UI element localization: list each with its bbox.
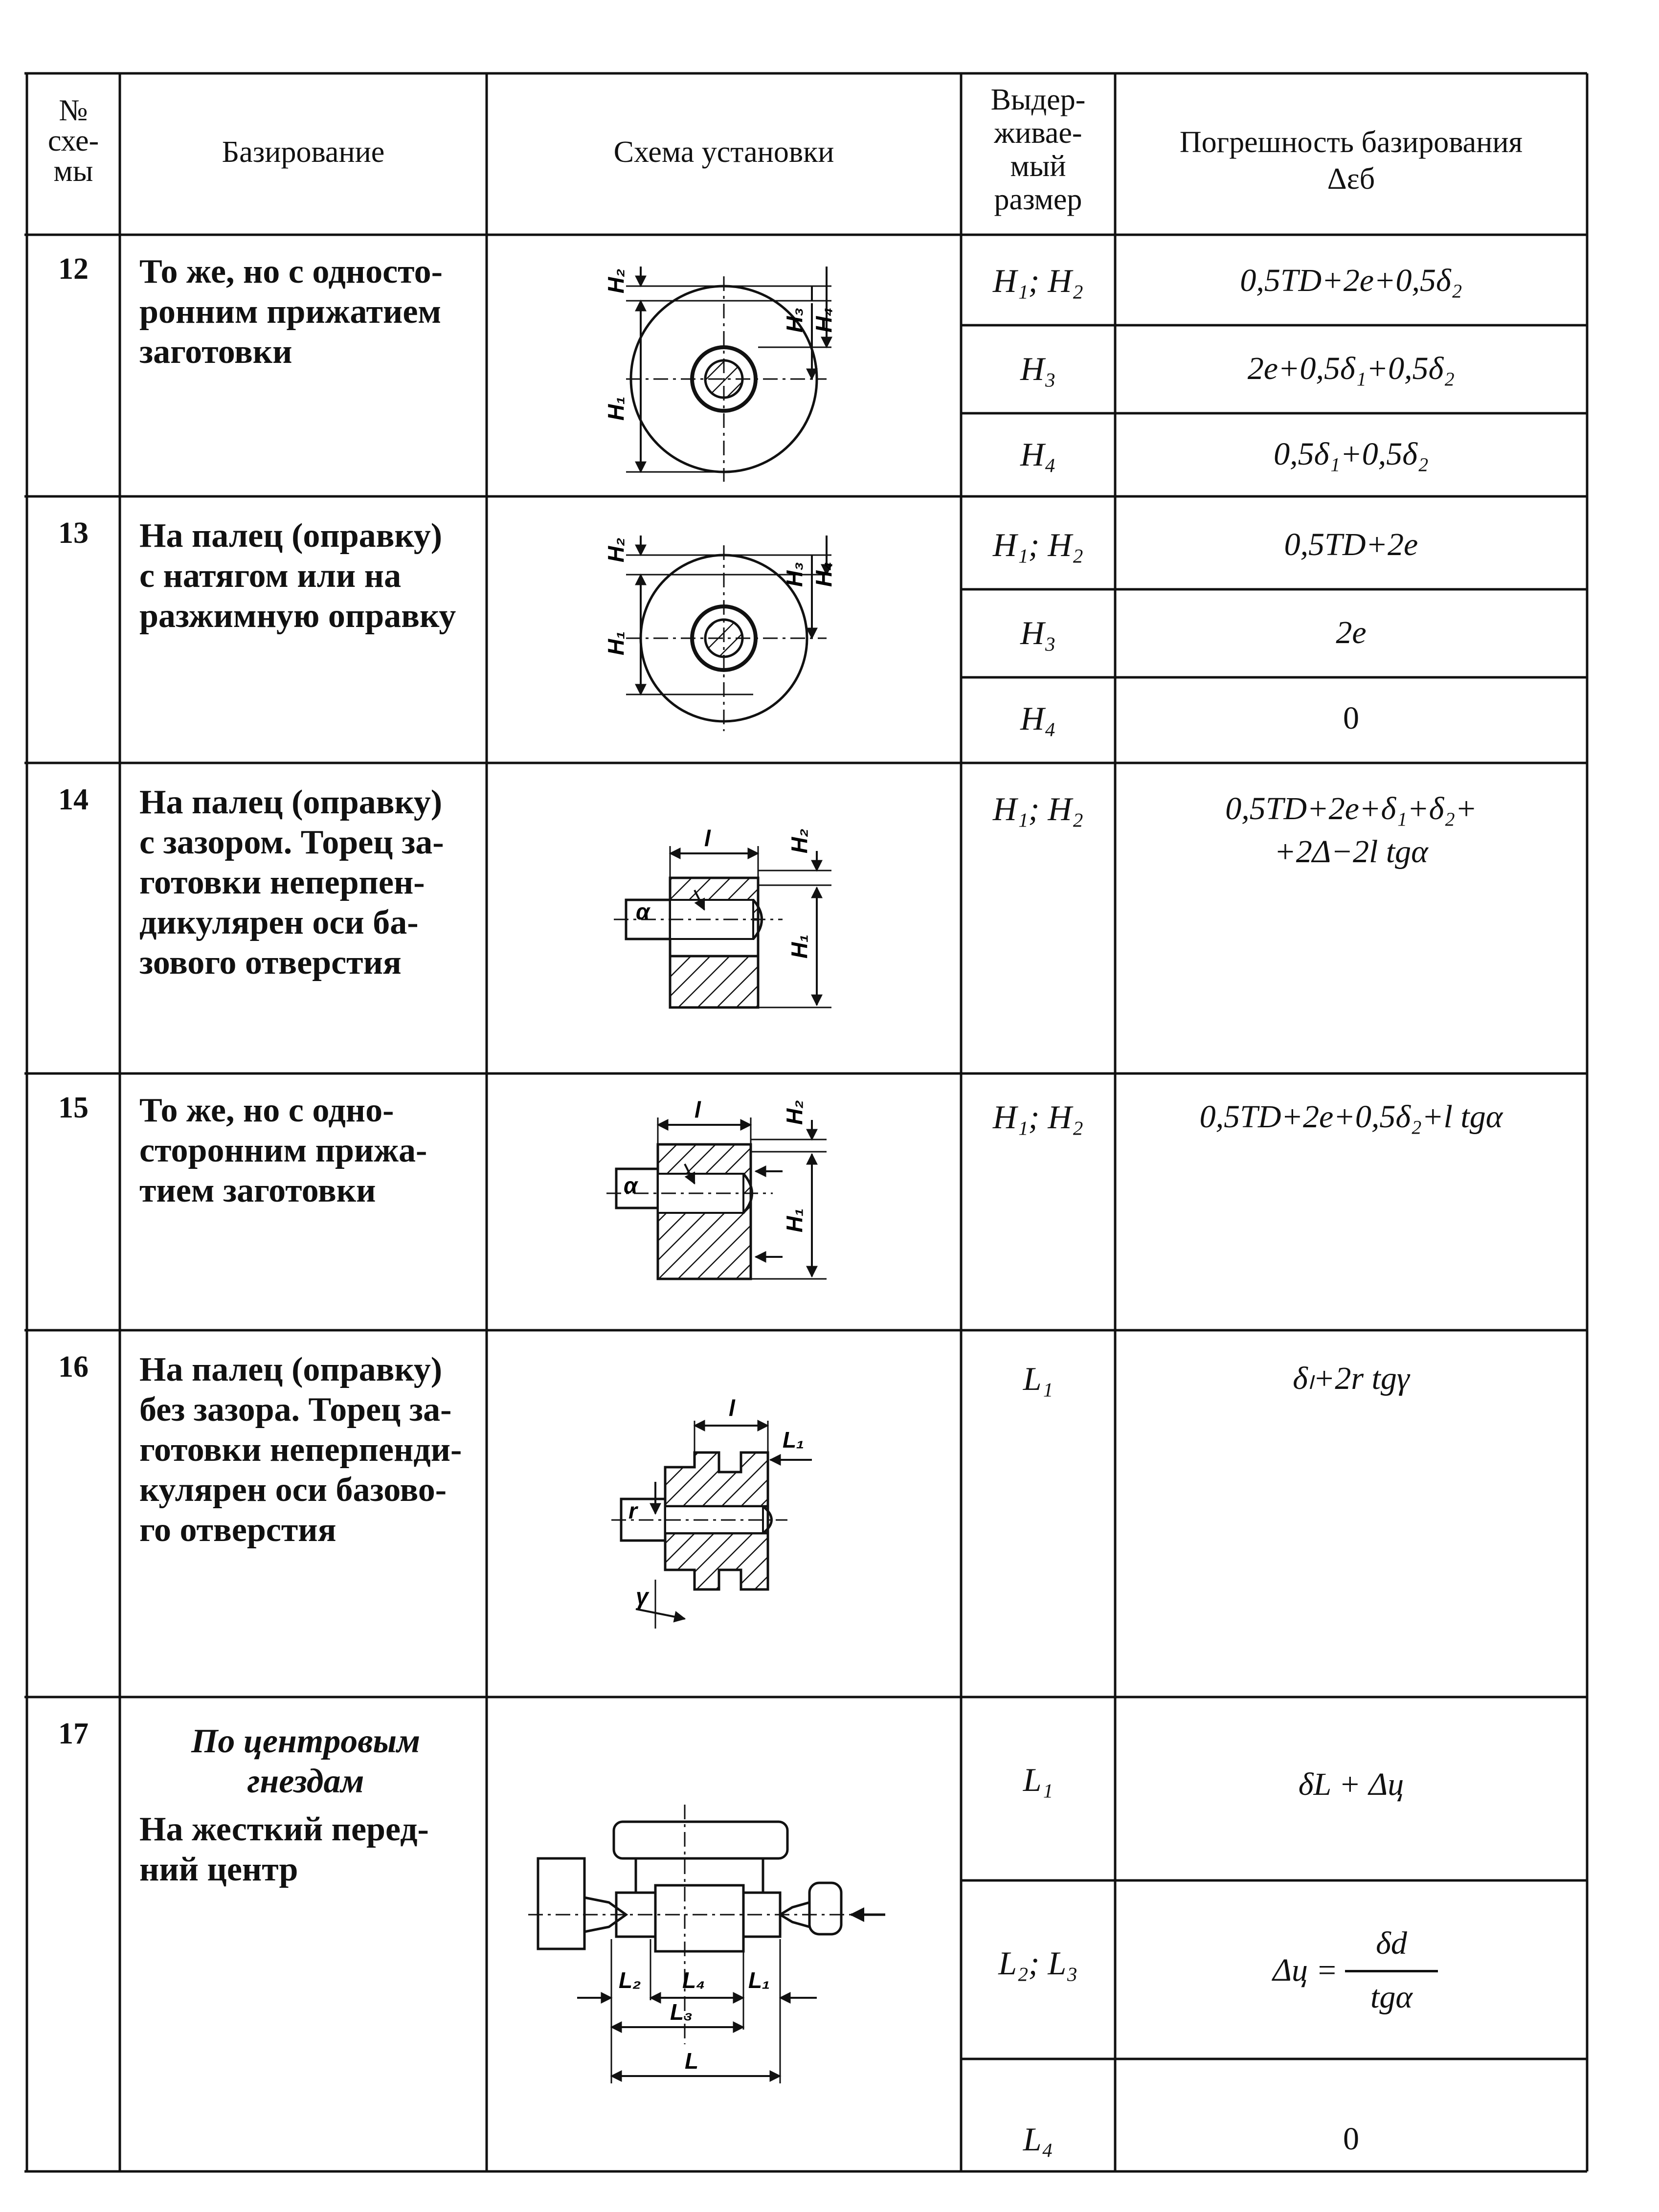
row-15-error-1: 0,5TD+2e+0,5δ₂+l tgα [1199,1099,1503,1135]
fig16-label-l1: L₁ [783,1427,805,1452]
row-16-error-1: δₗ+2r tgγ [1293,1361,1410,1396]
row-14-error-1: 0,5TD+2e+δ₁+δ₂+ +2Δ−2l tgα [1225,791,1477,870]
row-13-error-2: 2e [1336,615,1367,650]
figure-15 [606,1117,827,1279]
fig16-label-r: r [628,1498,637,1523]
row-14-number: 14 [58,783,89,816]
header-dimension: Выдер- живае- мый размер [990,83,1086,216]
row-16-basing: На палец (оправку) без зазора. Торец за- готовки неперпенди- кулярен оси базово- го отверстия [139,1351,462,1549]
row-17-error-3: 0 [1343,2121,1359,2157]
fig16-label-l: l [729,1395,735,1421]
fig12-label-h3: H₃ [782,307,807,333]
row-12-dim-2: H₃ [1020,350,1056,387]
fig15-label-h2: H₂ [782,1100,807,1125]
row-16-dim-1: L₁ [1023,1360,1054,1397]
fig15-label-alpha: α [624,1173,638,1198]
figure-14 [614,846,831,1007]
row-13-dim-3: H₄ [1020,700,1056,737]
row-17-dim-2: L₂; L₃ [998,1944,1078,1982]
fig14-label-h1: H₁ [786,934,812,959]
row-15-number: 15 [58,1091,89,1124]
row-17-error-2-lhs: Δц = [1273,1952,1338,1988]
row-12-basing: То же, но с односто- ронним прижатием заготовки [139,253,443,371]
fig17-label-l4: L₄ [682,1967,705,1993]
row-12-error-3: 0,5δ₁+0,5δ₂ [1274,436,1429,472]
fig12-label-h1: H₁ [603,396,628,421]
row-13-number: 13 [58,516,89,550]
fig17-label-l1: L₁ [748,1967,770,1993]
header-error: Погрешность базирования [1179,126,1523,159]
fig16-label-gamma: γ [636,1584,649,1609]
figure-12 [626,267,831,482]
fig14-label-l: l [704,826,711,851]
row-17-basing: На жесткий перед- ний центр [139,1810,429,1888]
fig17-label-l2: L₂ [619,1967,641,1993]
row-12-error-2: 2e+0,5δ₁+0,5δ₂ [1247,351,1455,386]
fig15-label-h1: H₁ [782,1208,807,1232]
fig12-label-h2: H₂ [603,268,628,293]
row-15-dim-1: H₁; H₂ [992,1098,1084,1136]
row-12-number: 12 [58,252,89,286]
fig13-label-h4: H₄ [811,561,836,587]
row-12-dim-3: H₄ [1020,436,1056,473]
row-12-error-1: 0,5TD+2e+0,5δ₂ [1240,263,1462,298]
row-12-dim-1: H₁; H₂ [992,262,1084,299]
row-13-dim-1: H₁; H₂ [992,526,1084,563]
row-16-number: 16 [58,1350,89,1384]
header-error-symbol: Δεб [1327,162,1375,196]
row-13-error-1: 0,5TD+2e [1284,527,1418,562]
figure-17 [528,1805,885,2083]
fig13-label-h1: H₁ [603,631,628,655]
fig17-label-L: L [685,2048,699,2074]
fig12-label-h4: H₄ [811,307,836,333]
fig13-label-h3: H₃ [782,561,807,587]
fig14-label-alpha: α [636,899,650,924]
fig17-label-l3: L₃ [670,1999,693,2025]
row-13-error-3: 0 [1343,700,1359,736]
row-13-dim-2: H₃ [1020,614,1056,651]
row-15-basing: То же, но с одно- сторонним прижа- тием заготовки [139,1092,427,1209]
row-17-basing-title: По центровым гнездам [191,1722,421,1800]
fig14-label-h2: H₂ [786,828,812,853]
row-14-basing: На палец (оправку) с зазором. Торец за- готовки неперпен- дикулярен оси ба- зового отверстия [139,783,444,982]
row-17-dim-3: L₄ [1023,2121,1054,2158]
row-17-error-2-numerator: δd [1376,1925,1407,1961]
row-14-dim-1: H₁; H₂ [992,790,1084,827]
row-17-error-2-denominator: tgα [1370,1979,1412,2015]
row-17-number: 17 [58,1717,89,1750]
row-17-error-1: δL + Δц [1298,1766,1404,1802]
fig15-label-l: l [695,1097,701,1122]
header-setup-scheme: Схема установки [613,135,834,169]
header-scheme-no: № схе- мы [47,94,99,188]
row-17-dim-1: L₁ [1023,1761,1054,1798]
header-basing: Базирование [222,135,385,169]
fig13-label-h2: H₂ [603,537,628,562]
row-13-basing: На палец (оправку) с натягом или на разжимную оправку [139,517,456,635]
